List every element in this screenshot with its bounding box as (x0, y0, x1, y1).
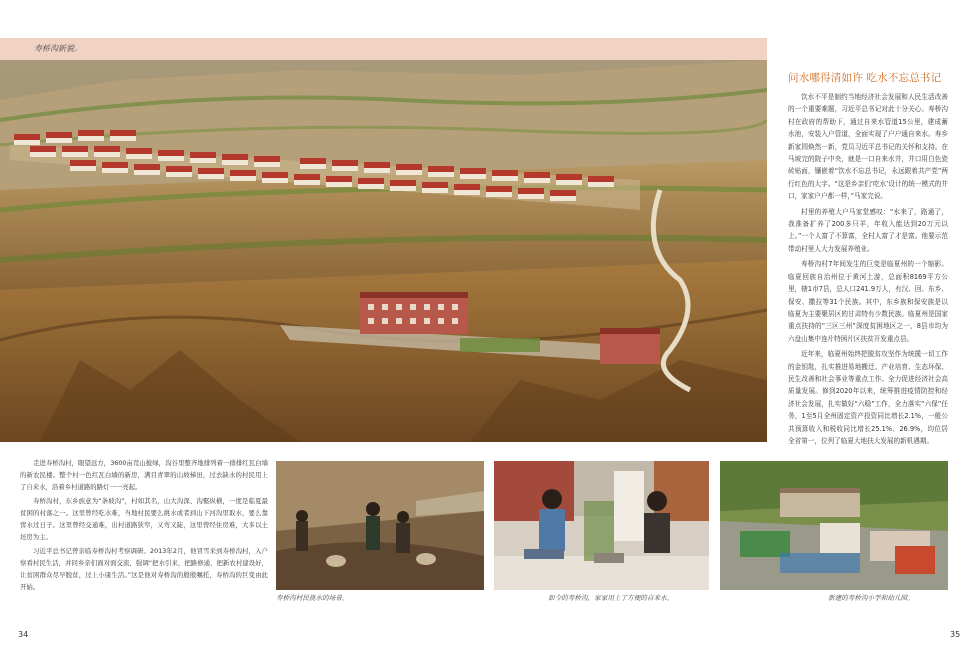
photo-tap-water (494, 461, 709, 590)
header-caption: 寿桥沟新貌。 (34, 44, 82, 53)
photo-carrying-water (276, 461, 484, 590)
photo-school (720, 461, 948, 590)
body-paragraph: 寿桥沟村，东乡族意为“条坡沟”，村如其名，山大沟深、沟壑纵横，一度是临夏最贫困的村落之一。这里曾经吃水难，当地村民要么挑水或者到山下河沟里取水，要么靠窖水过日子。这里曾经交通难，出村道路狭窄，又弯又陡，这里曾经住房难，大多以土坯房为主。 (20, 497, 268, 541)
sidebar-paragraph: 近年来，临夏州始终把脱贫攻坚作为统揽一切工作的金钥匙，扎实推进易地搬迁、产业培育、生态环保、民生改善和社会事业等重点工作。全力促进经济社会高质量发展。修到2020年以来，统筹推进疫情防控和经济社会发展，扎实做好“六稳”工作，全力落实“六保”任务，1至5月全州固定资产投资同比增长2.1%，一般公共预算收入和税收同比增长25.1%、26.9%，均位居全省第一，位列了临夏大地扶大发展的新机遇期。 (788, 350, 948, 445)
main-photo-village (0, 60, 767, 442)
photo1-caption: 寿桥沟村民挑水的场景。 (276, 594, 349, 602)
photo3-caption: 新建的寿桥沟小学和幼儿园。 (828, 594, 914, 602)
sidebar-title: 问水哪得清如许 吃水不忘总书记 (788, 72, 942, 84)
bottom-article-text (20, 457, 268, 647)
page-number-right: 35 (950, 630, 961, 639)
sidebar-article (788, 70, 948, 450)
body-paragraph: 习近平总书记曾亲临寿桥沟村考察调研。2013年2月，他冒雪来到寿桥沟村，入户察看村民生活，并同乡亲们面对面交流，强调“把水引来，把路修通，把新农村建设好，让贫困群众尽早脱贫，过上小康生活。”这是他对寿桥沟的殷殷嘱托，寿桥沟的巨变由此开始。 (20, 547, 268, 591)
body-paragraph: 走进寿桥沟村，眼望远方，3600亩荒山披绿，沟谷里整齐地排列着一排排红瓦白墙的新农民楼。整个村一色红瓦白墙的新房，满目青翠的山坡梯田，过去缺水的村民用上了自来水，沿着乡村道路的路灯一一亮起。 (20, 459, 268, 491)
sidebar-paragraph: 饮水不平是制约当地经济社会发展和人民生活改善的一个重要难题，习近平总书记对此十分关心。寿桥沟村在政府的帮助下，通过自来水管道15公里，建成蓄水池，安装入户管道，全面实现了户户通自来水。寿乡新家园焕然一新，党员习近平总书记的关怀和支持。在马坡完的院子中央，就是一口自来水井，井口用白色瓷砖贴面，镶嵌着“饮水不忘总书记，永远跟着共产党”两行红色的大字。“这是乡亲们‘吃水’设计的统一模式的井口，家家户户都一样，”马家完说。 (788, 93, 948, 201)
top-caption-band (0, 38, 767, 60)
page-number-left: 34 (18, 630, 29, 639)
sidebar-paragraph: 寿桥沟村7年间发生的巨变是临夏州的一个缩影。临夏回族自治州位于黄河上游，总面积8169平方公里，辖1市7县，总人口241.9万人，有汉、回、东乡、保安、撒拉等31个民族。其中，东乡族和保安族是以临夏为主要聚居区的甘肃特有少数民族。临夏州是国家重点扶持的“三区三州”深度贫困地区之一，8县市均为六盘山集中连片特困片区扶贫开发重点县。 (788, 260, 948, 343)
sidebar-paragraph: 村里的养殖大户马家堂感叹：“水来了，路通了，我准备扩养了200多只羊，年收入能达到20万元以上。”一个人富了不算富，全村人富了才是富。他要示范带动村里人大力发展养殖业。 (788, 207, 948, 253)
photo2-caption: 如今的寿桥沟，家家用上了方便的自来水。 (548, 594, 674, 602)
